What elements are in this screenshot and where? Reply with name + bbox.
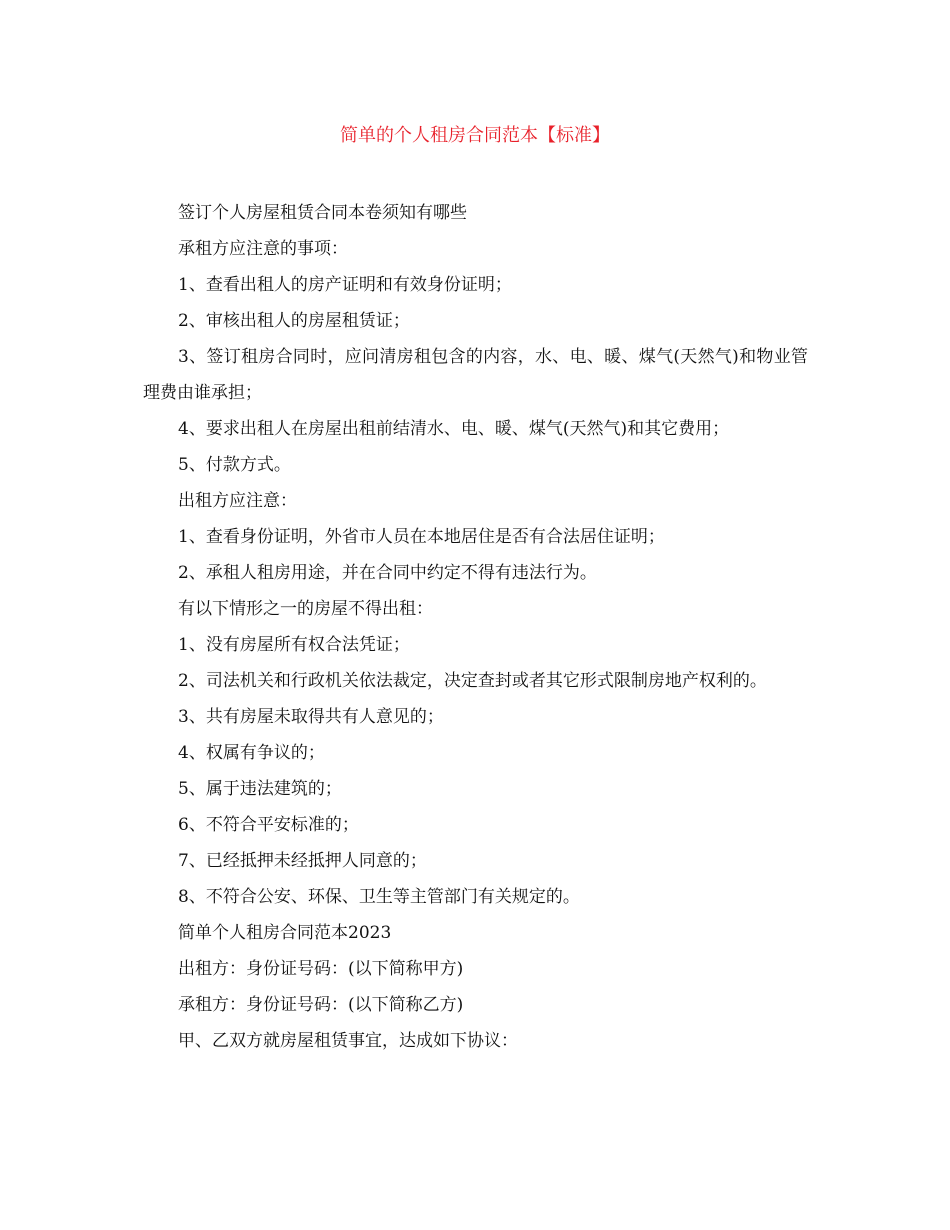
paragraph-tenant-item-1: 1、查看出租人的房产证明和有效身份证明； xyxy=(178,275,512,295)
paragraph-prohibited-item-3: 3、共有房屋未取得共有人意见的； xyxy=(178,707,444,727)
paragraph-notes-heading: 签订个人房屋租赁合同本卷须知有哪些 xyxy=(178,203,467,223)
paragraph-tenant-item-2: 2、审核出租人的房屋租赁证； xyxy=(178,311,410,331)
paragraph-landlord-item-1: 1、查看身份证明，外省市人员在本地居住是否有合法居住证明； xyxy=(178,527,665,547)
paragraph-landlord-heading: 出租方应注意： xyxy=(178,491,297,511)
document-body xyxy=(143,195,808,1059)
document-title: 简单的个人租房合同范本【标准】 xyxy=(340,125,610,146)
paragraph-tenant-item-4: 4、要求出租人在房屋出租前结清水、电、暖、煤气(天然气)和其它费用； xyxy=(178,419,730,439)
paragraph-prohibited-item-1: 1、没有房屋所有权合法凭证； xyxy=(178,635,410,655)
paragraph-prohibited-item-4: 4、权属有争议的； xyxy=(178,743,325,763)
paragraph-prohibited-item-8: 8、不符合公安、环保、卫生等主管部门有关规定的。 xyxy=(178,887,580,907)
paragraph-tenant-item-3: 3、签订租房合同时，应问清房租包含的内容，水、电、暖、煤气(天然气)和物业管理费由谁承担； xyxy=(143,347,808,403)
paragraph-tenant-item-5: 5、付款方式。 xyxy=(178,455,291,475)
paragraph-prohibited-heading: 有以下情形之一的房屋不得出租： xyxy=(178,599,433,619)
paragraph-prohibited-item-5: 5、属于违法建筑的； xyxy=(178,779,342,799)
paragraph-prohibited-item-6: 6、不符合平安标准的； xyxy=(178,815,359,835)
paragraph-contract-heading: 简单个人租房合同范本2023 xyxy=(178,923,392,943)
paragraph-agreement-line: 甲、乙双方就房屋租赁事宜，达成如下协议： xyxy=(178,1031,518,1051)
paragraph-prohibited-item-2: 2、司法机关和行政机关依法裁定，决定查封或者其它形式限制房地产权利的。 xyxy=(178,671,767,691)
paragraph-tenant-heading: 承租方应注意的事项： xyxy=(178,239,348,259)
paragraph-lessee-line: 承租方：身份证号码：(以下简称乙方) xyxy=(178,995,464,1015)
paragraph-prohibited-item-7: 7、已经抵押未经抵押人同意的； xyxy=(178,851,427,871)
paragraph-lessor-line: 出租方：身份证号码：(以下简称甲方) xyxy=(178,959,464,979)
paragraph-landlord-item-2: 2、承租人租房用途，并在合同中约定不得有违法行为。 xyxy=(178,563,597,583)
